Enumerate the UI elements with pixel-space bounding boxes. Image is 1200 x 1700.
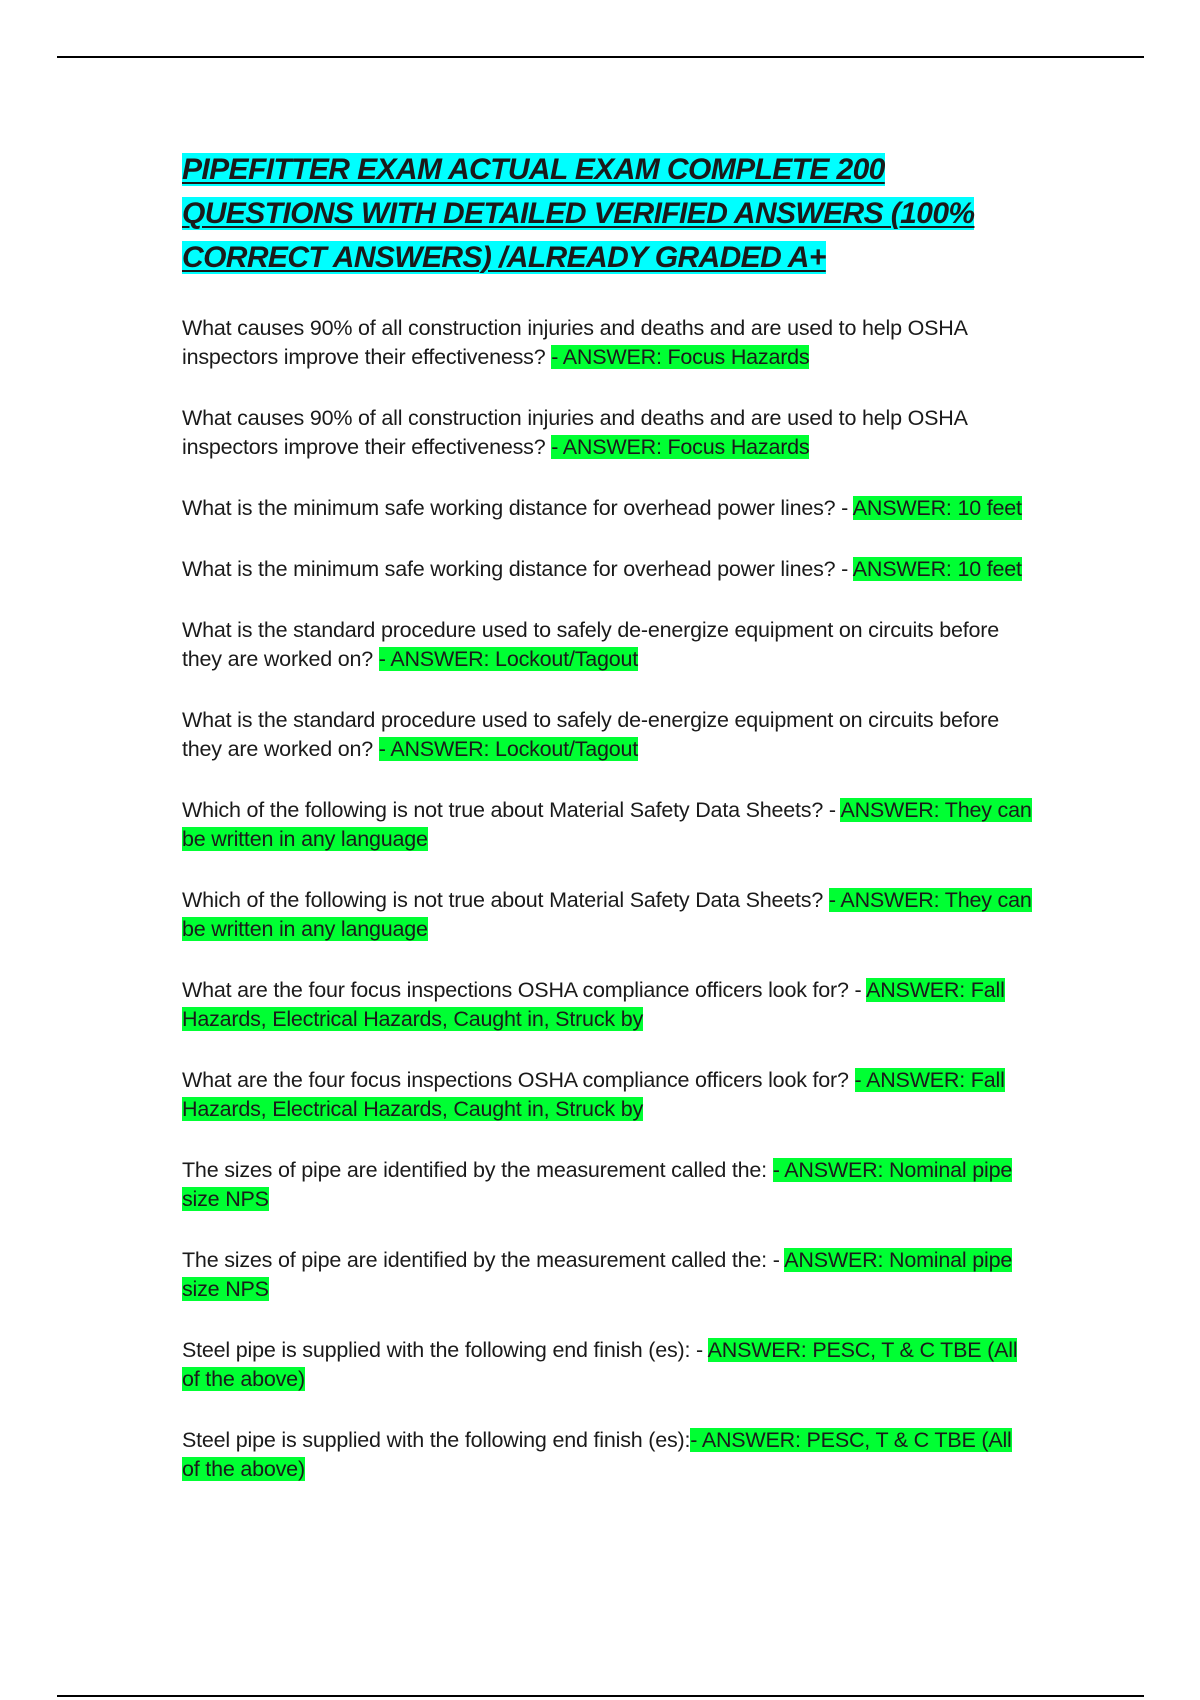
answer-text: - ANSWER: PESC, T & C TBE (All of the above) — [182, 1428, 1012, 1481]
document-body — [182, 148, 1032, 1516]
qa-item — [182, 555, 1032, 584]
qa-item — [182, 1426, 1032, 1484]
answer-text: - ANSWER: Lockout/Tagout — [378, 647, 639, 671]
answer-text: ANSWER: PESC, T & C TBE (All of the above) — [182, 1338, 1018, 1391]
qa-item — [182, 494, 1032, 523]
question-text: Steel pipe is supplied with the following end finish (es): — [182, 1428, 691, 1452]
question-text: Which of the following is not true about Material Safety Data Sheets? — [182, 888, 829, 912]
footer-rule — [57, 1695, 1144, 1697]
answer-text: ANSWER: 10 feet — [852, 496, 1022, 520]
answer-text: ANSWER: Fall Hazards, Electrical Hazards, Caught in, Struck by — [182, 978, 1005, 1031]
question-text: Steel pipe is supplied with the following end finish (es): - — [182, 1338, 708, 1362]
qa-item — [182, 616, 1032, 674]
question-text: What is the minimum safe working distance for overhead power lines? - — [182, 496, 853, 520]
qa-item — [182, 796, 1032, 854]
document-title: PIPEFITTER EXAM ACTUAL EXAM COMPLETE 200 QUESTIONS WITH DETAILED VERIFIED ANSWERS (100% CORRECT ANSWERS) /ALREADY GRADED A+ — [182, 153, 975, 274]
question-text: The sizes of pipe are identified by the measurement called the: - — [182, 1248, 785, 1272]
answer-text: - ANSWER: Fall Hazards, Electrical Hazards, Caught in, Struck by — [182, 1068, 1005, 1121]
question-text: What is the minimum safe working distance for overhead power lines? - — [182, 557, 853, 581]
qa-item — [182, 706, 1032, 764]
question-text: What are the four focus inspections OSHA compliance officers look for? — [182, 1068, 855, 1092]
qa-item — [182, 886, 1032, 944]
header-rule — [57, 56, 1144, 58]
qa-item — [182, 404, 1032, 462]
qa-item — [182, 314, 1032, 372]
question-text: The sizes of pipe are identified by the measurement called the: — [182, 1158, 773, 1182]
answer-text: - ANSWER: Lockout/Tagout — [378, 737, 639, 761]
question-text: What causes 90% of all construction injuries and deaths and are used to help OSHA inspectors improve their effectiveness? — [182, 406, 967, 459]
qa-item — [182, 976, 1032, 1034]
qa-item — [182, 1246, 1032, 1304]
qa-item — [182, 1066, 1032, 1124]
answer-text: - ANSWER: They can be written in any language — [182, 888, 1032, 941]
question-text: What causes 90% of all construction injuries and deaths and are used to help OSHA inspectors improve their effectiveness? — [182, 316, 967, 369]
answer-text: - ANSWER: Focus Hazards — [551, 345, 810, 369]
answer-text: - ANSWER: Nominal pipe size NPS — [182, 1158, 1013, 1211]
question-text: Which of the following is not true about Material Safety Data Sheets? - — [182, 798, 841, 822]
answer-text: ANSWER: Nominal pipe size NPS — [182, 1248, 1013, 1301]
qa-item — [182, 1336, 1032, 1394]
answer-text: - ANSWER: Focus Hazards — [551, 435, 810, 459]
answer-text: ANSWER: 10 feet — [852, 557, 1022, 581]
question-text: What is the standard procedure used to safely de-energize equipment on circuits before they are worked on? — [182, 618, 999, 671]
question-text: What is the standard procedure used to safely de-energize equipment on circuits before they are worked on? — [182, 708, 999, 761]
qa-item — [182, 1156, 1032, 1214]
answer-text: ANSWER: They can be written in any language — [182, 798, 1032, 851]
question-text: What are the four focus inspections OSHA compliance officers look for? - — [182, 978, 867, 1002]
